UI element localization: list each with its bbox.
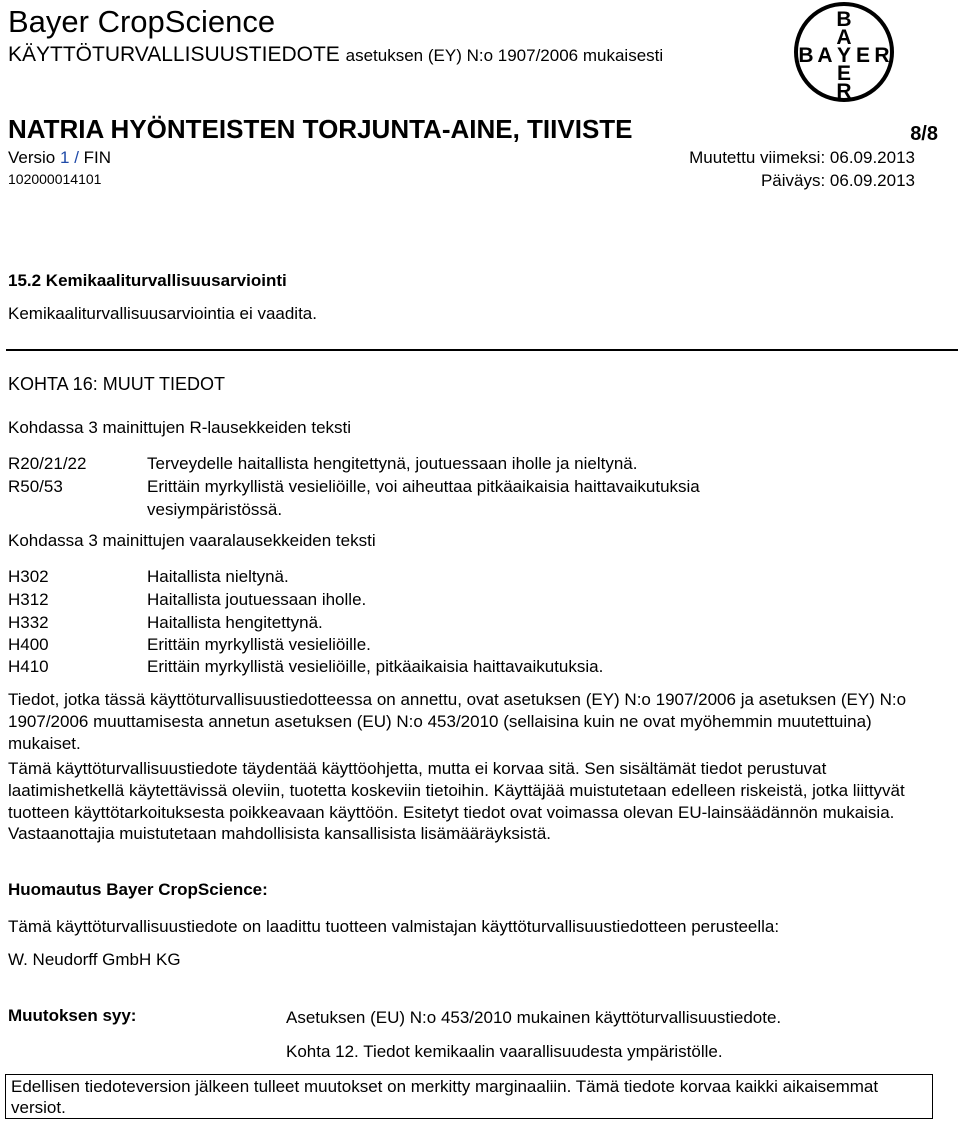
r-phrase-code: R20/21/22 [8,454,87,473]
h-phrase-code: H312 [8,590,49,609]
h-phrase-code: H400 [8,635,49,654]
h-phrase-text: Haitallista hengitettynä. [147,613,323,632]
r-phrase-text-continued: vesiympäristössä. [147,500,283,519]
change-reason-2: Kohta 12. Tiedot kemikaalin vaarallisuudesta ympäristölle. [286,1042,723,1061]
section-15-2-text: Kemikaaliturvallisuusarviointia ei vaadita. [8,304,317,323]
logo-letter-a: A [836,26,852,49]
product-code: 102000014101 [8,171,102,187]
logo-letter-b: B [836,8,852,31]
logo-letter-r2: R [874,44,890,67]
h-phrase-text: Haitallista joutuessaan iholle. [147,590,367,609]
h-phrase-text: Haitallista nieltynä. [147,567,289,586]
section-15-2-heading: 15.2 Kemikaaliturvallisuusarviointi [8,271,287,290]
r-phrases-heading: Kohdassa 3 mainittujen R-lausekkeiden teksti [8,418,352,437]
h-phrase-text: Erittäin myrkyllistä vesieliöille. [147,635,371,654]
regulation-paragraph: Tiedot, jotka tässä käyttöturvallisuustiedotteessa on annettu, ovat asetuksen (EY) N:o 1907/2006 ja asetuksen (EY) N:o 1907/2006 muuttamisesta annetun asetuksen (EU) N:o 453/2010 (sellaisina kuin ne ovat myöhemmin muutettuina) mukaiset. [8,690,907,753]
version-separator: / [74,148,79,167]
page-number: 8/8 [910,123,938,145]
r-phrase-code: R50/53 [8,477,63,496]
version-label: Versio [8,148,56,167]
h-phrase-code: H302 [8,567,49,586]
version-line [8,147,111,169]
document-title-main: KÄYTTÖTURVALLISUUSTIEDOTE [8,43,340,66]
version-number: 1 [59,148,70,167]
issue-date: Päiväys: 06.09.2013 [760,171,915,190]
notice-heading: Huomautus Bayer CropScience: [8,880,268,899]
h-phrase-code: H332 [8,613,49,632]
h-phrases-heading: Kohdassa 3 mainittujen vaaralausekkeiden teksti [8,531,376,550]
r-phrase-text: Terveydelle haitallista hengitettynä, joutuessaan iholle ja nieltynä. [147,454,638,473]
company-name: Bayer CropScience [8,4,276,39]
logo-letter-a2: A [817,44,833,67]
manufacturer-name: W. Neudorff GmbH KG [8,950,181,969]
footer-note: Edellisen tiedoteversion jälkeen tulleet muutokset on merkitty marginaaliin. Tämä tiedote korvaa kaikki aikaisemmat versiot. [5,1074,933,1119]
document-title [8,42,663,69]
revised-date: Muutettu viimeksi: 06.09.2013 [689,148,915,167]
h-phrase-text: Erittäin myrkyllistä vesieliöille, pitkäaikaisia haittavaikutuksia. [147,657,604,676]
logo-letter-r: R [836,80,852,103]
change-reason-1: Asetuksen (EU) N:o 453/2010 mukainen käyttöturvallisuustiedote. [286,1008,782,1027]
logo-letter-e: E [836,62,852,85]
notice-text: Tämä käyttöturvallisuustiedote on laadittu tuotteen valmistajan käyttöturvallisuustiedotteen perusteella: [8,917,780,936]
section-divider [6,349,958,351]
change-reason-label: Muutoksen syy: [8,1006,137,1025]
logo-letter-y: Y [836,44,852,67]
logo-letter-e2: E [855,44,871,67]
disclaimer-paragraph: Tämä käyttöturvallisuustiedote täydentää käyttöohjetta, mutta ei korvaa sitä. Sen sisältämät tiedot perustuvat laatimishetkellä käytettävissä oleviin, tuotetta koskeviin tietoihin. Käyttäjää muistutetaan edelleen riskeistä, jotka liittyvät tuotteen käyttötarkoituksesta poikkeavaan käyttöön. Esitetyt tiedot ovat voimassa olevan EU-lainsäädännön mukaisia. Vastaanottajia muistutetaan mahdollisista kansallisista lisämääräyksistä. [8,759,905,844]
product-name: NATRIA HYÖNTEISTEN TORJUNTA-AINE, TIIVISTE [8,114,633,144]
version-country: FIN [83,148,112,167]
section-16-heading: KOHTA 16: MUUT TIEDOT [8,374,226,394]
logo-letter-b2: B [798,44,814,67]
r-phrase-text: Erittäin myrkyllistä vesieliöille, voi aiheuttaa pitkäaikaisia haittavaikutuksia [147,477,700,496]
document-title-suffix: asetuksen (EY) N:o 1907/2006 mukaisesti [345,46,664,65]
bayer-cross-logo [792,0,896,104]
h-phrase-code: H410 [8,657,49,676]
